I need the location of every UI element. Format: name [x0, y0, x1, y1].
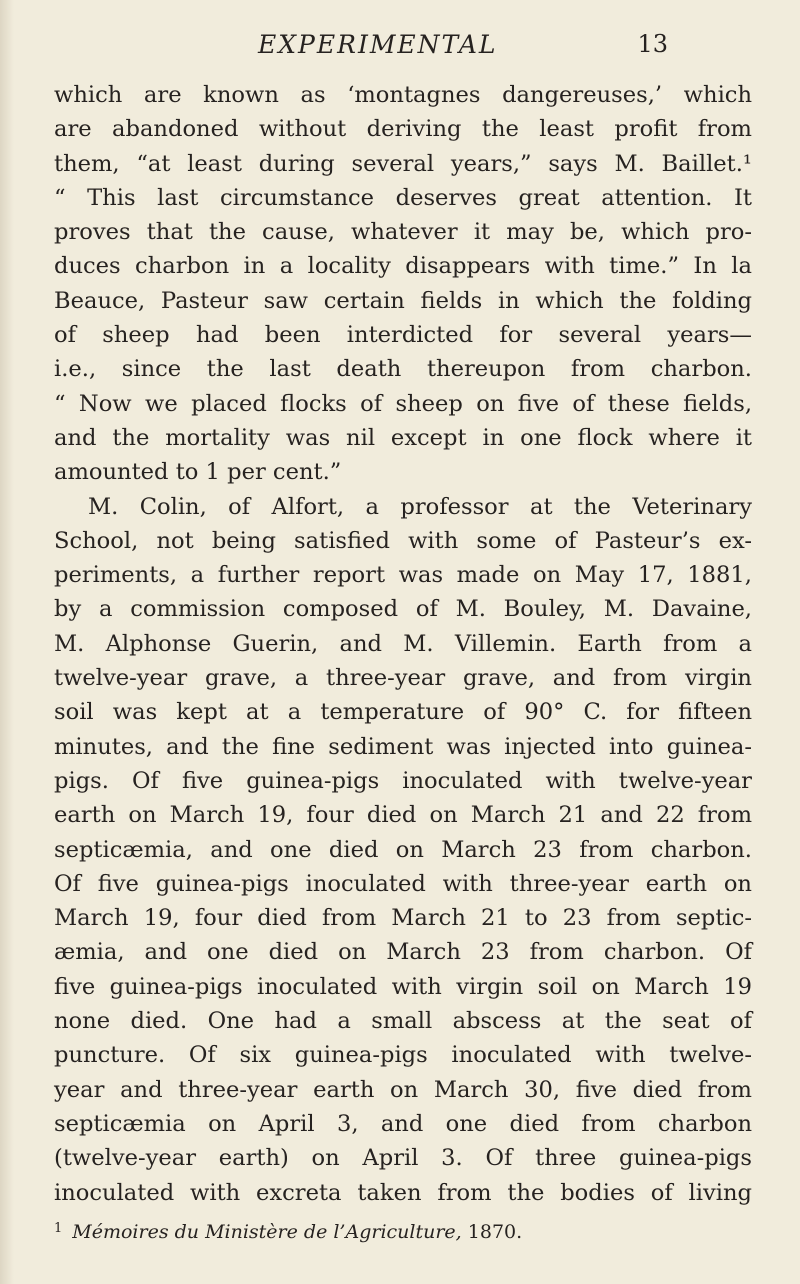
text-line: duces charbon in a locality disappears with time.” In la: [54, 253, 752, 280]
footnote-year: 1870.: [467, 1221, 523, 1243]
text-line: æmia, and one died on March 23 from charbon. Of: [54, 939, 752, 966]
paragraph-end-line: amounted to 1 per cent.”: [54, 459, 342, 486]
footnote-text: Mémoires du Ministère de l’Agriculture,: [72, 1221, 462, 1243]
text-line: minutes, and the fine sediment was injected into guinea-: [54, 733, 752, 760]
page-gutter-shadow: [0, 0, 14, 1284]
text-line: of sheep had been interdicted for several years—: [54, 322, 752, 349]
text-line: by a commission composed of M. Bouley, M. Davaine,: [54, 596, 752, 623]
text-line: “ This last circumstance deserves great attention. It: [54, 184, 752, 211]
text-line: earth on March 19, four died on March 21 and 22 from: [54, 802, 752, 829]
text-line: School, not being satisfied with some of Pasteur’s ex-: [54, 527, 752, 554]
footnote-mark: 1: [54, 1221, 63, 1236]
text-line: and the mortality was nil except in one flock where it: [54, 424, 752, 451]
text-line: (twelve-year earth) on April 3. Of three guinea-pigs: [54, 1145, 752, 1172]
text-line: none died. One had a small abscess at the seat of: [54, 1008, 752, 1035]
text-line: twelve-year grave, a three-year grave, and from virgin: [54, 665, 752, 692]
text-line: puncture. Of six guinea-pigs inoculated with twelve-: [54, 1042, 752, 1069]
text-line: five guinea-pigs inoculated with virgin soil on March 19: [54, 973, 752, 1000]
text-line: proves that the cause, whatever it may be, which pro-: [54, 219, 752, 246]
footnote: [54, 1221, 752, 1243]
text-line: which are known as ‘montagnes dangereuses,’ which: [54, 82, 752, 108]
text-line: septicæmia, and one died on March 23 from charbon.: [54, 836, 752, 863]
paragraph-start-line: M. Colin, of Alfort, a professor at the Veterinary: [88, 493, 752, 520]
text-line: i.e., since the last death thereupon from charbon.: [54, 356, 752, 383]
text-line: Beauce, Pasteur saw certain fields in which the folding: [54, 287, 752, 314]
text-line: periments, a further report was made on May 17, 1881,: [54, 562, 752, 589]
text-line: are abandoned without deriving the least profit from: [54, 116, 752, 143]
text-line: “ Now we placed flocks of sheep on five of these fields,: [54, 390, 752, 417]
text-line: inoculated with excreta taken from the bodies of living: [54, 1179, 752, 1206]
text-line: septicæmia on April 3, and one died from charbon: [54, 1110, 752, 1137]
text-line: Of five guinea-pigs inoculated with three-year earth on: [54, 870, 752, 897]
page-number: 13: [637, 30, 668, 58]
text-line: year and three-year earth on March 30, five died from: [54, 1076, 752, 1103]
text-line: them, “at least during several years,” says M. Baillet.¹: [54, 150, 752, 177]
body-text: [54, 78, 752, 1210]
text-line: pigs. Of five guinea-pigs inoculated with twelve-year: [54, 767, 752, 794]
running-title: EXPERIMENTAL: [258, 30, 498, 59]
text-line: M. Alphonse Guerin, and M. Villemin. Earth from a: [54, 630, 752, 657]
text-line: soil was kept at a temperature of 90° C. for fifteen: [54, 699, 752, 726]
text-line: March 19, four died from March 21 to 23 from septic-: [54, 905, 752, 932]
running-header: [258, 30, 668, 70]
